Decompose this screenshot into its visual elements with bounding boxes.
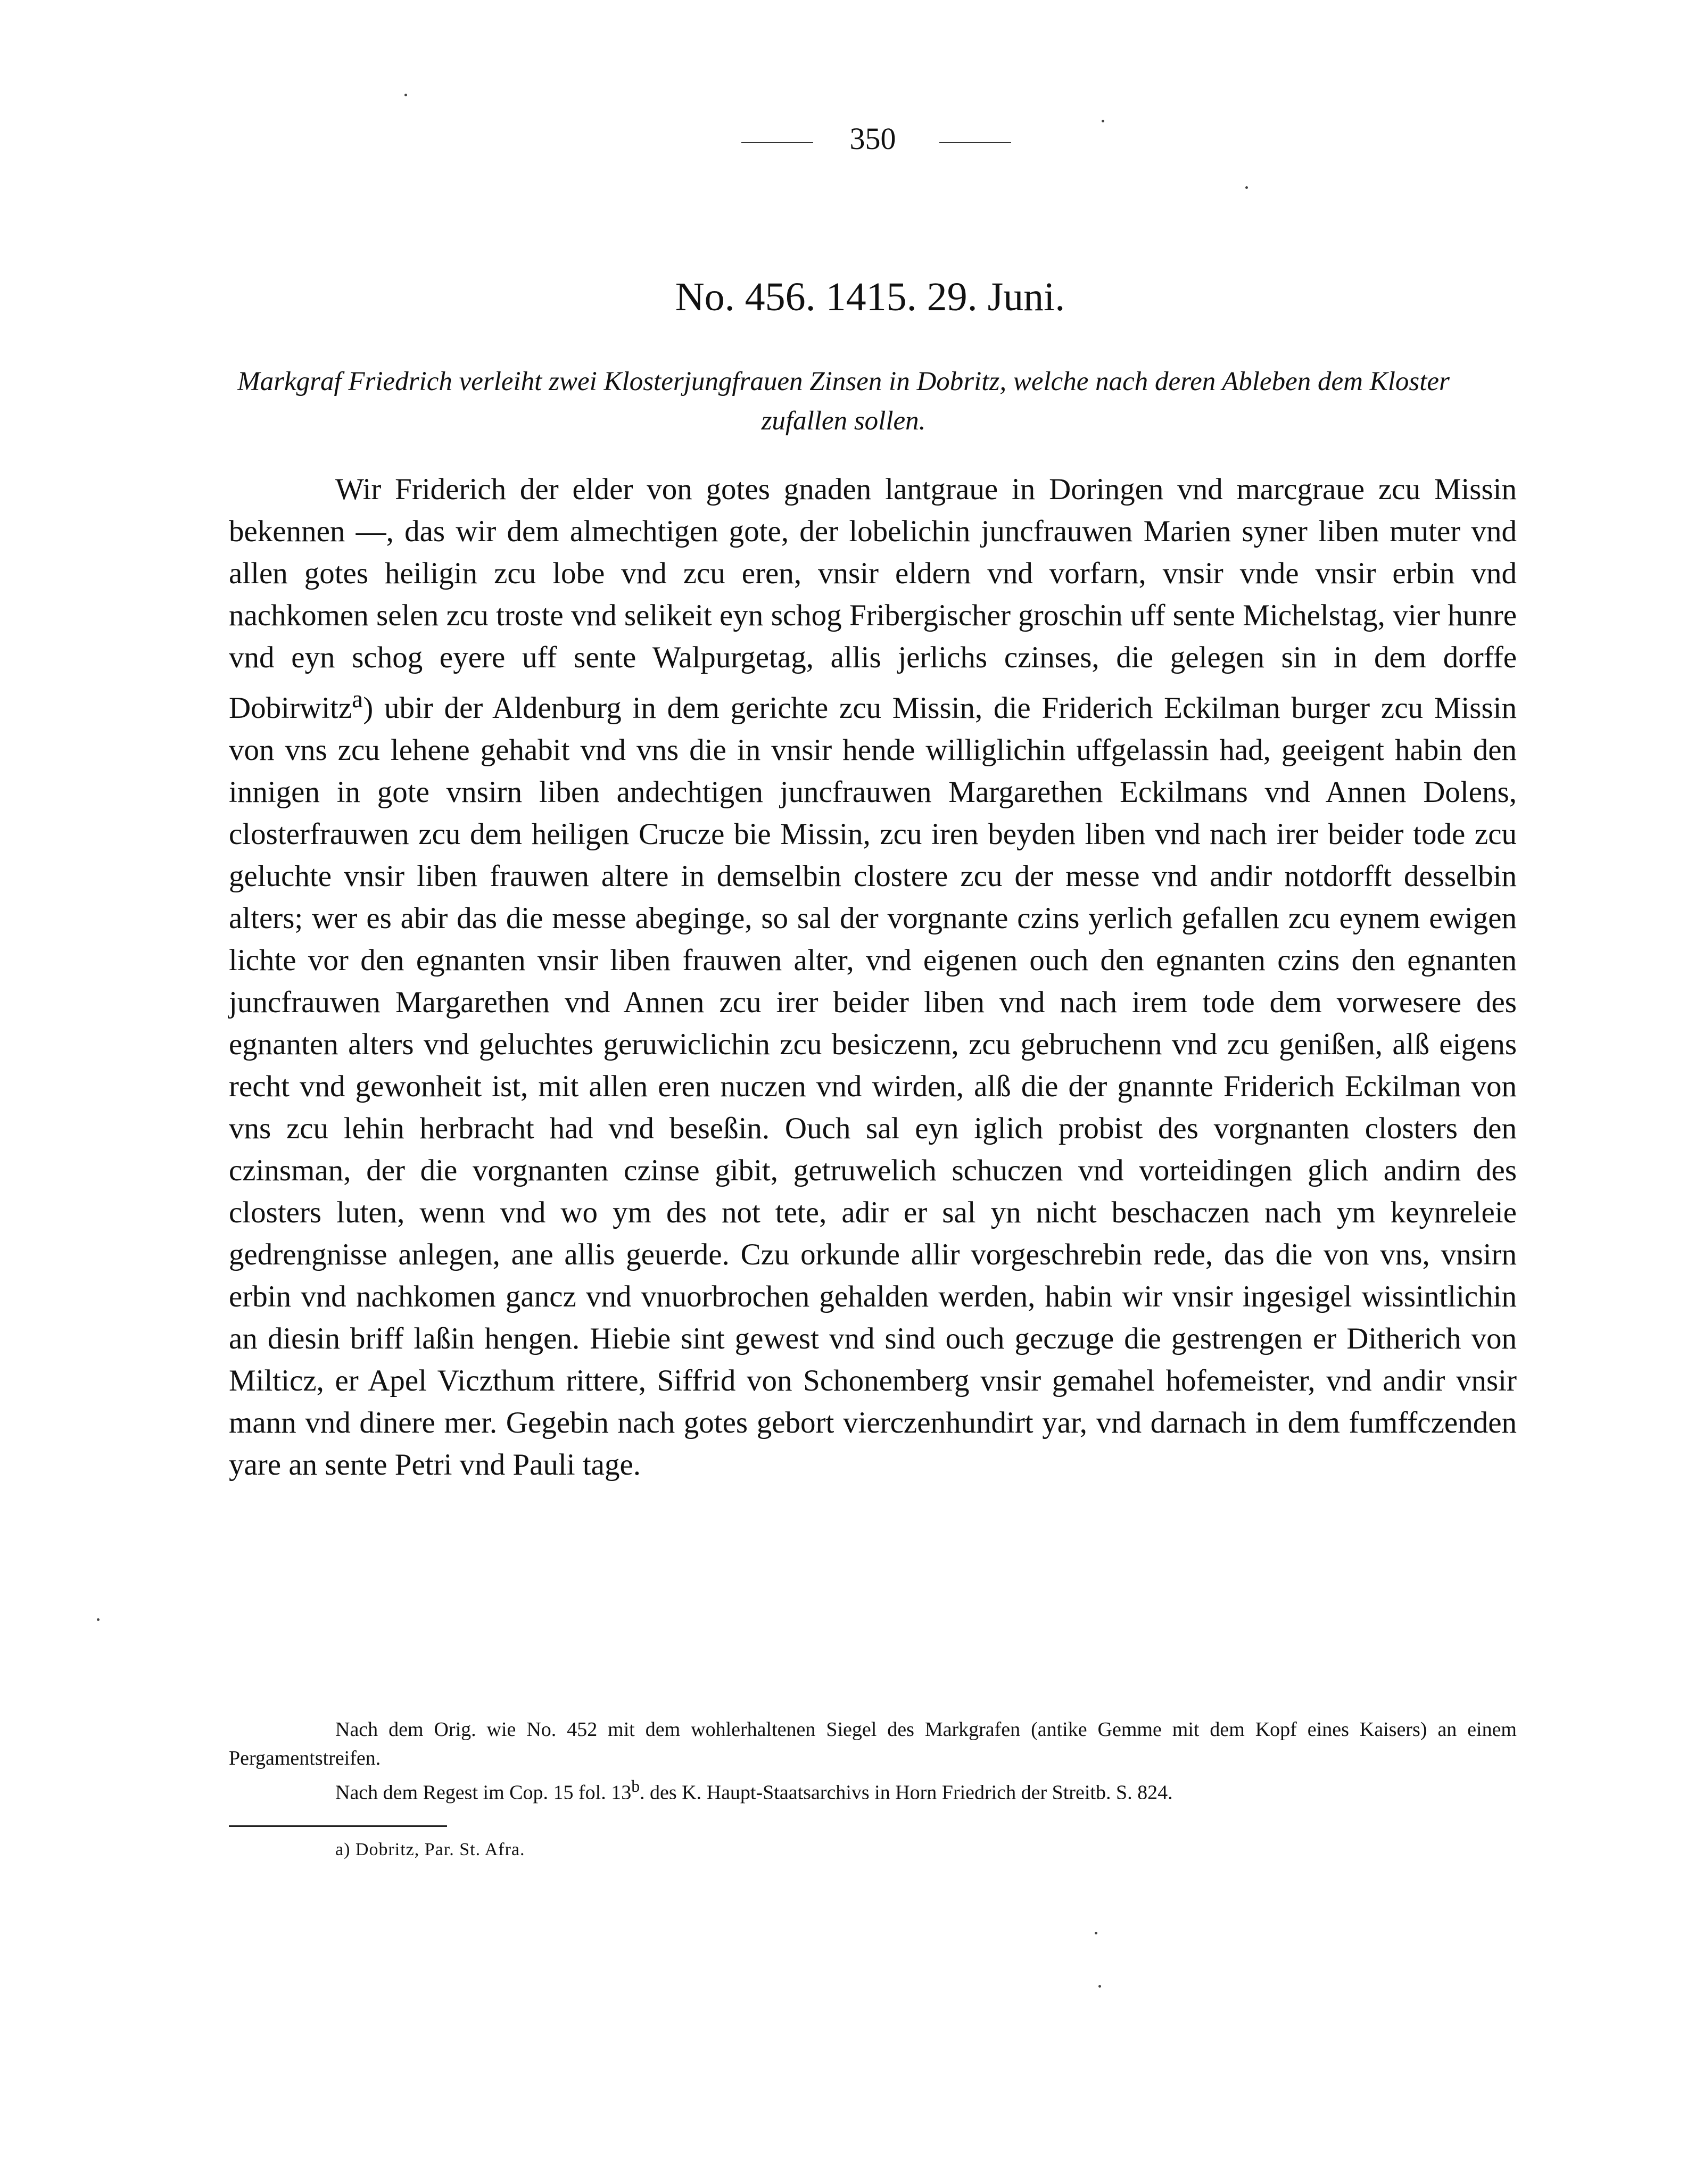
- source-note-original: Nach dem Orig. wie No. 452 mit dem wohlerhaltenen Siegel des Markgrafen (antike Gemme mit dem Kopf eines Kaisers) an einem Pergamentstreifen.: [229, 1718, 1517, 1769]
- footnote-divider: [229, 1825, 447, 1827]
- body-text-part-2: ) ubir der Aldenburg in dem gerichte zcu Missin, die Friderich Eckilman burger zcu Missin von vns zcu lehene gehabit vnd vns die in vnsir hende williglichin uffgelassin had, geeigent habin den innigen in gote vnsirn liben andechtigen juncfrauwen Margarethen Eckilmans vnd Annen Dolens, closterfrauwen zcu dem heiligen Crucze bie Missin, zcu iren beyden liben vnd nach irer beider tode zcu geluchte vnsir liben frauwen altere in demselbin clostere zcu der messe vnd andir notdorfft desselbin alters; wer es abir das die messe abeginge, so sal der vorgnante czins yerlich gefallen zcu eynem ewigen lichte vor den egnanten vnsir liben frauwen alter, vnd eigenen ouch den egnanten czins den egnanten juncfrauwen Margarethen vnd Annen zcu irer beider liben vnd nach irem tode dem vorwesere des egnanten alters vnd geluchtes geruwiclichin zcu besiczenn, zcu gebruchenn vnd zcu genißen, alß eigens recht vnd gewonheit ist, mit allen eren nuczen vnd wirden, alß die der gnannte Friderich Eckilman von vns zcu lehin herbracht had vnd beseßin. Ouch sal eyn iglich probist des vorgnanten closters den czinsman, der die vorgnanten czinse gibit, getruwelich schuczen vnd vorteidingen glich andirn des closters luten, wenn vnd wo ym des not tete, adir er sal yn nicht beschaczen nach ym keynreleie gedrengnisse anlegen, ane allis geuerde. Czu orkunde allir vorgeschrebin rede, das die von vns, vnsirn erbin vnd nachkomen gancz vnd vnuorbrochen gehalden werden, habin wir vnsir ingesigel wissintlichin an diesin briff laßin hengen. Hiebie sint gewest vnd sind ouch geczuge die gestrengen er Ditherich von Milticz, er Apel Viczthum rittere, Siffrid von Schonemberg vnsir gemahel hofemeister, vnd andir vnsir mann vnd dinere mer. Gegebin nach gotes gebort vierczenhundirt yar, vnd darnach in dem fumffczenden yare an sente Petri vnd Pauli tage.: [229, 691, 1517, 1482]
- footnote-marker-a: a: [352, 685, 363, 713]
- scan-speck: [1095, 1932, 1097, 1934]
- scan-speck: [404, 94, 407, 96]
- document-summary: Markgraf Friedrich verleiht zwei Klosterjungfrauen Zinsen in Dobritz, welche nach deren Ableben dem Kloster zufallen sollen.: [237, 367, 1450, 436]
- scan-speck: [97, 1618, 100, 1621]
- footnote-a: a) Dobritz, Par. St. Afra.: [335, 1840, 525, 1859]
- page-number-dash-right: [939, 142, 1011, 143]
- document-number-date: No. 456. 1415. 29. Juni.: [675, 275, 1065, 319]
- source-note-regest-text-end: . des K. Haupt-Staatsarchivs in Horn Friedrich der Streitb. S. 824.: [640, 1781, 1173, 1804]
- document-body: [229, 468, 1517, 1486]
- scan-speck: [1098, 1985, 1101, 1988]
- page-number: 350: [849, 121, 896, 156]
- scan-speck: [1245, 186, 1248, 189]
- body-text-part-1: Wir Friderich der elder von gotes gnaden lantgraue in Doringen vnd marcgraue zcu Missin bekennen —, das wir dem almechtigen gote, der lobelichin juncfrauwen Marien syner liben muter vnd allen gotes heiligin zcu lobe vnd zcu eren, vnsir eldern vnd vorfarn, vnsir vnde vnsir erbin vnd nachkomen selen zcu troste vnd selikeit eyn schog Fribergischer groschin uff sente Michelstag, vier hunre vnd eyn schog eyere uff sente Walpurgetag, allis jerlichs czinses, die gelegen sin in dem dorffe Dobirwitz: [229, 473, 1517, 725]
- source-note-superscript: b: [631, 1777, 640, 1796]
- source-note-regest: [229, 1772, 1517, 1807]
- scan-speck: [1102, 120, 1104, 122]
- source-note-regest-text: Nach dem Regest im Cop. 15 fol. 13: [335, 1781, 632, 1804]
